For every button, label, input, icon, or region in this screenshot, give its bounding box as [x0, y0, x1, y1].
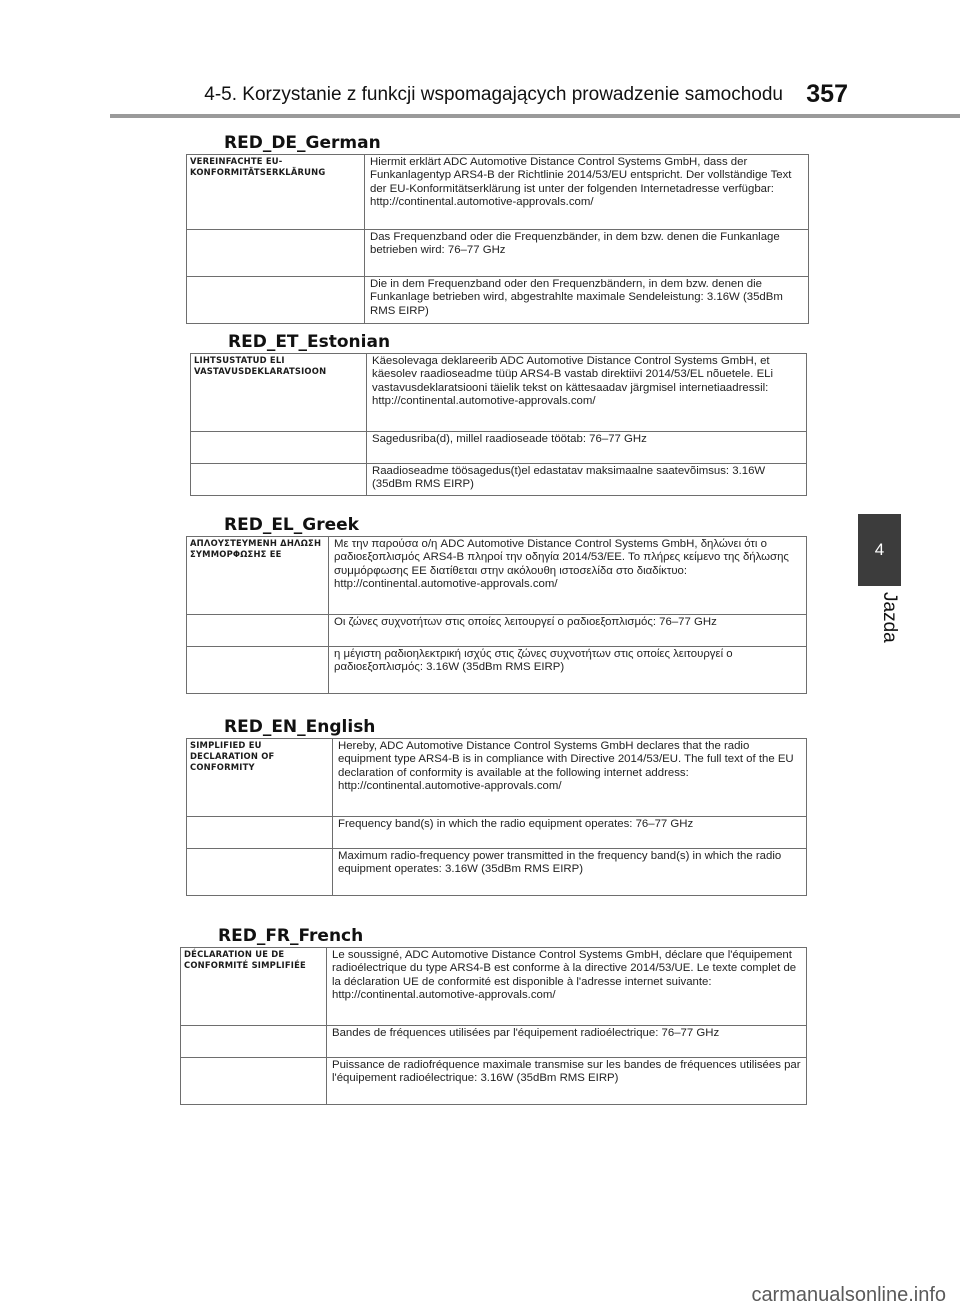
section-title: RED_EL_Greek [224, 515, 359, 535]
empty-cell [191, 432, 367, 464]
chapter-tab [858, 514, 901, 586]
section-english [186, 716, 807, 896]
declaration-label: SIMPLIFIED EU DECLARATION OF CONFORMITY [187, 739, 333, 817]
section-title: RED_EN_English [224, 717, 376, 737]
page-header-title: 4-5. Korzystanie z funkcji wspomagających prowadzenie samochodu [204, 84, 783, 105]
empty-cell [187, 647, 329, 694]
power-text: Raadioseadme töösagedus(t)el edastatav maksimaalne saatevõimsus: 3.16W (35dBm RMS EIRP) [367, 464, 807, 496]
page-header [0, 78, 848, 107]
chapter-number: 4 [874, 540, 885, 559]
frequency-text: Bandes de fréquences utilisées par l'équipement radioélectrique: 76–77 GHz [327, 1026, 807, 1058]
empty-cell [187, 817, 333, 849]
chapter-label: Jazda [879, 592, 900, 643]
section-title: RED_DE_German [224, 133, 381, 153]
empty-cell [191, 464, 367, 496]
power-text: η μέγιστη ραδιοηλεκτρική ισχύς στις ζώνες συχνοτήτων στις οποίες λειτουργεί ο ραδιοεξοπλισμός: 3.16W (35dBm RMS EIRP) [329, 647, 807, 694]
header-rule [110, 114, 960, 118]
power-text: Die in dem Frequenzband oder den Frequenzbändern, in dem bzw. denen die Funkanlage betrieben wird, abgestrahlte maximale Sendeleistung: 3.16W (35dBm RMS EIRP) [365, 277, 809, 324]
section-german [186, 132, 809, 324]
frequency-text: Frequency band(s) in which the radio equipment operates: 76–77 GHz [333, 817, 807, 849]
empty-cell [187, 277, 365, 324]
section-title: RED_FR_French [218, 926, 364, 946]
declaration-label: LIHTSUSTATUD ELI VASTAVUSDEKLARATSIOON [191, 354, 367, 432]
declaration-text: Le soussigné, ADC Automotive Distance Control Systems GmbH, déclare que l'équipement radioélectrique du type ARS4-B est conforme à la directive 2014/53/UE. Le texte complet de la déclaration UE de conformité est disponible à l'adresse internet suivante: http://continental.automotive-approvals.com/ [327, 948, 807, 1026]
watermark: carmanualsonline.info [751, 1284, 946, 1306]
frequency-text: Das Frequenzband oder die Frequenzbänder, in dem bzw. denen die Funkanlage betrieben wird: 76–77 GHz [365, 230, 809, 277]
declaration-table [186, 738, 807, 896]
empty-cell [187, 230, 365, 277]
declaration-table [186, 154, 809, 324]
declaration-text: Hereby, ADC Automotive Distance Control Systems GmbH declares that the radio equipment type ARS4-B is in compliance with Directive 2014/53/EU. The full text of the EU declaration of conformity is available at the following internet address: http://continental.automotive-approvals.com/ [333, 739, 807, 817]
empty-cell [187, 615, 329, 647]
empty-cell [187, 849, 333, 896]
declaration-table [190, 353, 807, 496]
declaration-text: Käesolevaga deklareerib ADC Automotive Distance Control Systems GmbH, et käesolev raadioseadme tüüp ARS4-B vastab direktiivi 2014/53/EL nõuetele. ELi vastavusdeklaratsiooni täielik tekst on kättesaadav järgmisel internetiaadressil: http://continental.automotive-approvals.com/ [367, 354, 807, 432]
section-french [180, 925, 807, 1105]
declaration-label: DÉCLARATION UE DE CONFORMITÉ SIMPLIFIÉE [181, 948, 327, 1026]
declaration-text: Hiermit erklärt ADC Automotive Distance Control Systems GmbH, dass der Funkanlagentyp ARS4-B der Richtlinie 2014/53/EU entspricht. Der vollständige Text der EU-Konformitätserklärung ist unter der folgenden Internetadresse verfügbar: http://continental.automotive-approvals.com/ [365, 155, 809, 230]
declaration-label: ΑΠΛΟΥΣΤΕΥΜΕΝΗ ΔΗΛΩΣΗ ΣΥΜΜΟΡΦΩΣΗΣ ΕΕ [187, 537, 329, 615]
page-number: 357 [806, 80, 848, 108]
declaration-table [186, 536, 807, 694]
declaration-label: VEREINFACHTE EU-KONFORMITÄTSERKLÄRUNG [187, 155, 365, 230]
declaration-table [180, 947, 807, 1105]
frequency-text: Οι ζώνες συχνοτήτων στις οποίες λειτουργεί ο ραδιοεξοπλισμός: 76–77 GHz [329, 615, 807, 647]
declaration-text: Με την παρούσα ο/η ADC Automotive Distance Control Systems GmbH, δηλώνει ότι ο ραδιοεξοπλισμός ARS4-B πληροί την οδηγία 2014/53/ΕΕ. Το πλήρες κείμενο της δήλωσης συμμόρφωσης ΕΕ διατίθεται στην ακόλουθη ιστοσελίδα στο διαδίκτυο: http://continental.automotive-approvals.com/ [329, 537, 807, 615]
power-text: Puissance de radiofréquence maximale transmise sur les bandes de fréquences utilisées par l'équipement radioélectrique: 3.16W (35dBm RMS EIRP) [327, 1058, 807, 1105]
empty-cell [181, 1058, 327, 1105]
empty-cell [181, 1026, 327, 1058]
section-estonian [190, 331, 807, 496]
power-text: Maximum radio-frequency power transmitted in the frequency band(s) in which the radio equipment operates: 3.16W (35dBm RMS EIRP) [333, 849, 807, 896]
frequency-text: Sagedusriba(d), millel raadioseade töötab: 76–77 GHz [367, 432, 807, 464]
section-title: RED_ET_Estonian [228, 332, 391, 352]
section-greek [186, 514, 807, 694]
